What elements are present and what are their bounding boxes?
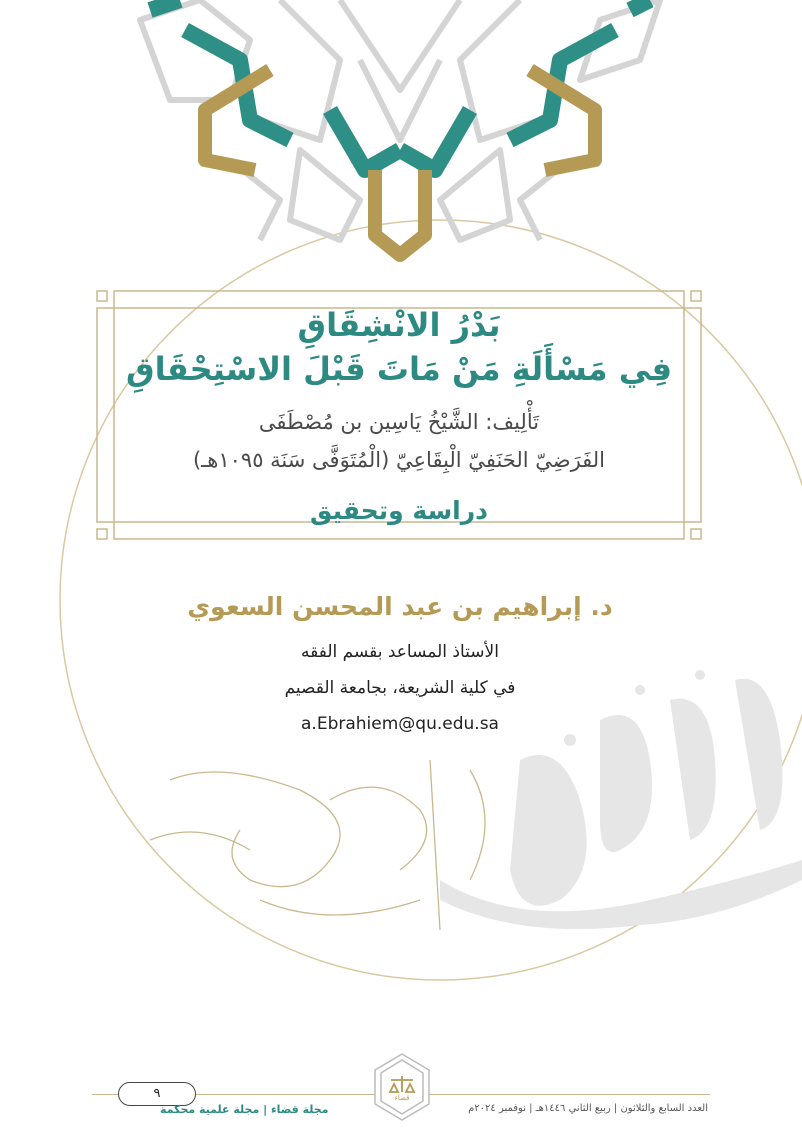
title-line-2: فِي مَسْأَلَةِ مَنْ مَاتَ قَبْلَ الاسْتِحْقَاقِ xyxy=(125,350,673,388)
journal-name: مجلة قضاء | مجلة علمية محكمة xyxy=(160,1103,329,1116)
author-name: د. إبراهيم بن عبد المحسن السعوي xyxy=(187,592,613,621)
author-position: الأستاذ المساعد بقسم الفقه xyxy=(301,642,499,662)
issue-info: العدد السابع والثلاثون | ربيع الثاني ١٤٤٦هـ | نوفمبر ٢٠٢٤م xyxy=(468,1103,708,1114)
geometric-ornament xyxy=(0,0,802,270)
author-institution: في كلية الشريعة، بجامعة القصيم xyxy=(284,678,516,698)
title-line-5: دراسة وتحقيق xyxy=(310,496,488,525)
journal-logo-icon xyxy=(367,1052,437,1122)
title-line-4: الفَرَضِيّ الحَنَفِيّ الْبِقَاعِيّ (الْمُتَوَفَّى سَنَة ١٠٩٥هـ) xyxy=(192,448,606,472)
page-number: ٩ xyxy=(118,1082,196,1106)
author-email[interactable]: a.Ebrahiem@qu.edu.sa xyxy=(301,714,499,734)
title-line-1: بَدْرُ الانْشِقَاقِ xyxy=(297,306,501,344)
title-frame xyxy=(94,288,704,542)
title-line-3: تَأْلِيف: الشَّيْخُ يَاسِين بن مُصْطَفَى xyxy=(258,410,540,434)
logo-text: قضاء xyxy=(394,1094,410,1102)
